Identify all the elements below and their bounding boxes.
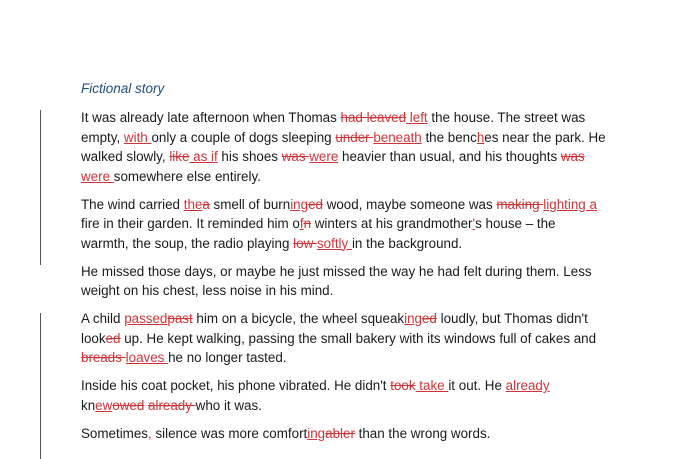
paragraph[interactable] [81,424,606,444]
deleted-text: already [148,397,196,413]
body-text: s house – the [475,216,556,231]
body-text: kn [81,397,96,413]
text-line [81,396,606,416]
body-text: Inside his coat pocket, his phone vibrated. He didn't [81,378,391,393]
deleted-text: under [335,129,374,145]
body-text: loudly, but Thomas didn't [436,311,588,326]
inserted-text: were [309,149,339,164]
body-text: wood, maybe someone was [322,196,497,212]
body-text: than the wrong words. [354,425,491,441]
inserted-text: as if [189,149,218,164]
body-text: it out. He [448,378,506,393]
text-line [81,309,606,329]
deleted-text: n [303,216,312,231]
inserted-text: already [505,378,550,393]
body-text: walked slowly, [81,149,170,164]
deleted-text: like [169,149,190,164]
text-line [81,128,606,148]
body-text: The wind carried [81,196,184,212]
body-text: warmth, the soup, the radio playing [81,235,294,251]
deleted-text: was [560,149,585,164]
body-text: heavier than usual, and his thoughts [338,149,561,164]
text-line [81,167,606,187]
body-text: who it was. [195,397,262,413]
inserted-text: h [476,129,485,145]
document-body[interactable] [81,108,606,452]
text-line [81,234,606,254]
body-text: only a couple of dogs sleeping [151,129,336,145]
deleted-text: making [496,196,544,212]
paragraph[interactable] [81,376,606,415]
paragraph[interactable] [81,195,606,254]
body-text: the house. The street was [427,110,586,125]
inserted-text: lighting a [543,196,597,212]
inserted-text: ing [307,425,326,441]
deleted-text: abler [325,425,355,441]
deleted-text: breads [81,350,126,365]
change-bar [40,313,41,459]
body-text: the benc [421,129,477,145]
body-text: fire in their garden. It reminded him o [81,216,300,231]
inserted-text: left [406,110,428,125]
change-bar [40,110,41,265]
deleted-text: ed [421,311,437,326]
text-line [81,281,606,301]
inserted-text: the [183,196,203,212]
inserted-text: softly [316,235,352,251]
text-line [81,329,606,349]
deleted-text: a [202,196,210,212]
text-line [81,376,606,396]
paragraph[interactable] [81,309,606,368]
inserted-text: ing [290,196,309,212]
text-line [81,214,606,234]
body-text: up. He kept walking, passing the small bakery with its windows full of cakes and [120,330,597,346]
document-heading[interactable]: Fictional story [81,81,165,96]
inserted-text: , [147,425,152,441]
text-line [81,108,606,128]
body-text: he no longer tasted. [168,350,287,365]
deleted-text: ed [308,196,323,212]
body-text: his shoes [217,149,282,164]
body-text: Sometimes [81,425,148,441]
deleted-text: low [293,235,317,251]
inserted-text: ing [404,311,422,326]
deleted-text: ed [105,330,121,346]
paragraph[interactable] [81,262,606,301]
deleted-text: was [281,149,310,164]
inserted-text: were [81,168,114,184]
paragraph[interactable] [81,108,606,186]
deleted-text: took [390,378,416,393]
body-text: He missed those days, or maybe he just missed the way he had felt during them. Less [81,263,592,279]
body-text: winters at his grandmother [311,216,473,231]
deleted-text: had leaved [340,110,407,125]
deleted-text: past [167,311,193,326]
body-text: in the background. [351,235,463,251]
body-text: weight on his chest, less noise in his mind. [81,283,334,298]
inserted-text: ' [472,216,476,231]
body-text: silence was more comfort [151,425,308,441]
inserted-text: f [299,216,304,231]
inserted-text: ew [95,397,113,413]
body-text: somewhere else entirely. [113,168,261,184]
deleted-text: owed [112,397,145,413]
body-text: It was already late afternoon when Thomas [81,110,341,125]
inserted-text: take [415,378,449,393]
body-text: look [81,330,106,346]
body-text: es near the park. He [484,129,606,145]
text-line [81,195,606,215]
body-text: empty, [81,129,124,145]
inserted-text: with [123,129,152,145]
body-text: smell of burn [209,196,291,212]
text-line [81,424,606,444]
text-line [81,348,606,368]
inserted-text: passed [124,311,168,326]
body-text: him on a bicycle, the wheel squeak [192,311,405,326]
inserted-text: beneath [373,129,422,145]
text-line [81,147,606,167]
text-line [81,262,606,282]
inserted-text: loaves [125,350,169,365]
body-text: A child [81,311,125,326]
